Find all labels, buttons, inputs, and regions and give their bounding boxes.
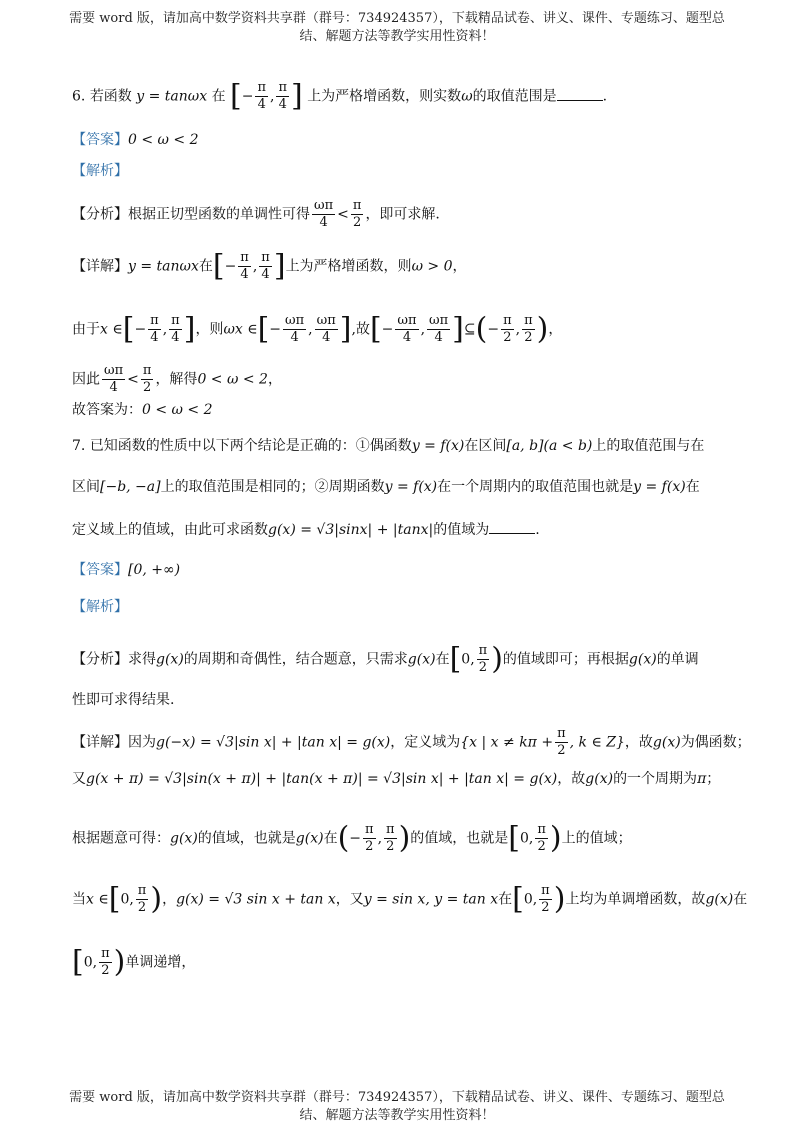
q6-detail-1: 【详解】y = tanωx在[− $\frac{\pi}{4}$ , $\frac{\pi}{4}$ ]上为严格增函数，则ω > 0， — [72, 248, 467, 284]
q7-detail-3: 根据题意可得：g(x)的值域，也就是g(x)在(− $\frac{\pi}{2}$ , $\frac{\pi}{2}$ )的值域，也就是[0, $\frac{\pi}{2}$ )上的值域； — [72, 820, 632, 856]
q7-stem-3: 定义域上的值域，由此可求函数g(x) = √3|sinx| + |tanx|的值域为 . — [72, 522, 540, 538]
q7-number: 7. — [72, 438, 86, 454]
q6-jiexi: 【解析】 — [72, 163, 128, 179]
q7-analysis-1: 【分析】求得g(x)的周期和奇偶性，结合题意，只需求g(x)在[0, $\frac{\pi}{2}$ )的值域即可；再根据g(x)的单调 — [72, 641, 699, 677]
q7-detail-1: 【详解】因为g(−x) = √3|sin x| + |tan x| = g(x)，定义域为{x | x ≠ kπ + $\frac{\pi}{2}$ , k ∈ Z}，故g(x)为偶函数； — [72, 726, 751, 758]
answer-blank — [557, 88, 603, 101]
q7-detail-4: 当x ∈[0, $\frac{\pi}{2}$ )，g(x) = √3 sin x + tan x，又y = sin x, y = tan x在[0, $\frac{\pi}{2}$ )上均为单调增函数，故g(x)在 — [72, 881, 748, 917]
footer-line-1: 需要 word 版，请加高中数学资料共享群（群号：734924357），下载精品试卷、讲义、课件、专题练习、题型总 — [69, 1090, 725, 1105]
footer-line-2: 结、解题方法等教学实用性资料！ — [299, 1108, 495, 1123]
q6-number: 6. — [72, 88, 86, 105]
q6-detail-3: 因此 $\frac{\omega\pi}{4}$ < $\frac{\pi}{2}$ ，解得0 < ω < 2， — [72, 363, 282, 395]
q7-detail-2: 又g(x + π) = √3|sin(x + π)| + |tan(x + π)| = √3|sin x| + |tan x| = g(x)，故g(x)的一个周期为π； — [72, 771, 721, 787]
q6-answer: 【答案】0 < ω < 2 — [72, 132, 199, 148]
header-line-2: 结、解题方法等教学实用性资料！ — [299, 29, 495, 44]
header-line-1: 需要 word 版，请加高中数学资料共享群（群号：734924357），下载精品试卷、讲义、课件、专题练习、题型总 — [69, 11, 725, 26]
q6-detail-2: 由于x ∈[− $\frac{\pi}{4}$ , $\frac{\pi}{4}$ ]，则ωx ∈[− $\frac{\omega\pi}{4}$ , $\frac{\omega\pi}{4}$ ],故[− $\frac{\omega\pi}{4}$ , $\frac{\omega\pi}{4}$ ]⊆(− $\frac{\pi}{2}$ , $\frac{\pi}{2}$ )， — [72, 311, 563, 347]
fraction: $\frac{\pi}{4}$ — [257, 80, 267, 112]
page-footer — [60, 1089, 734, 1125]
fraction: $\frac{\pi}{4}$ — [278, 80, 288, 112]
q6-detail-4: 故答案为：0 < ω < 2 — [72, 402, 213, 418]
q7-detail-5: [0, $\frac{\pi}{2}$ )单调递增， — [72, 944, 196, 980]
q7-answer: 【答案】[0, +∞) — [72, 562, 181, 578]
fraction: $\frac{\pi}{2}$ — [352, 198, 362, 230]
q7-analysis-2: 性即可求得结果. — [72, 692, 175, 708]
q6-stem: 6. 若函数 y = tanωx 在 [− $\frac{\pi}{4}$ , $\frac{\pi}{4}$ ] 上为严格增函数，则实数ω的取值范围是 . — [72, 78, 608, 114]
answer-blank — [489, 521, 535, 534]
q7-stem-1: 7. 已知函数的性质中以下两个结论是正确的：①偶函数y = f(x)在区间[a, b](a < b)上的取值范围与在 — [72, 438, 705, 454]
q7-jiexi: 【解析】 — [72, 599, 128, 615]
fraction: $\frac{\omega\pi}{4}$ — [314, 198, 334, 230]
page-header — [60, 10, 734, 46]
q7-stem-2: 区间[−b, −a]上的取值范围是相同的；②周期函数y = f(x)在一个周期内的取值范围也就是y = f(x)在 — [72, 479, 700, 495]
q6-analysis: 【分析】根据正切型函数的单调性可得 $\frac{\omega\pi}{4}$ < $\frac{\pi}{2}$ ，即可求解. — [72, 198, 440, 230]
